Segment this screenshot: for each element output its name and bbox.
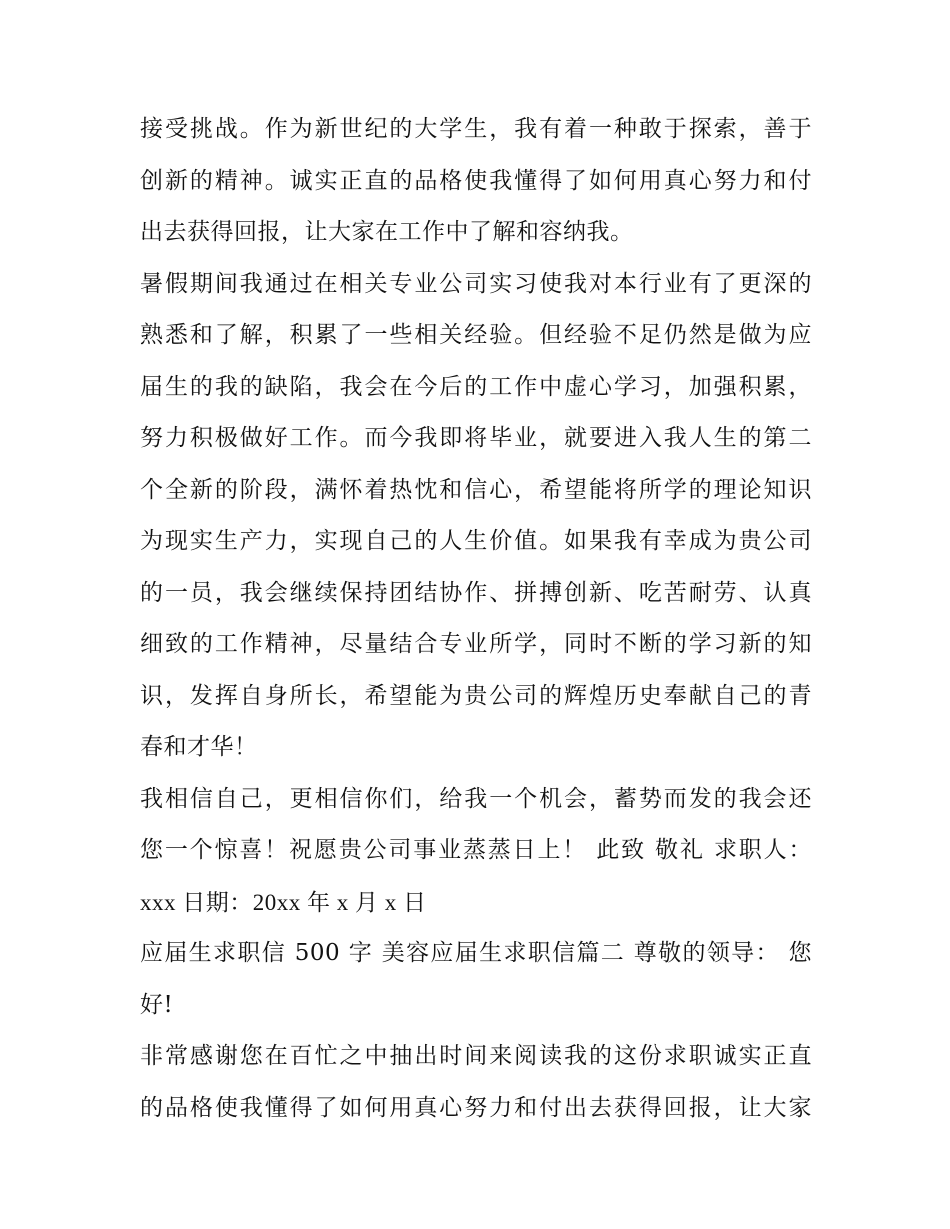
text-line-19: 非常感谢您在百忙之中抽出时间来阅读我的这份求职诚实正直 [140,1043,812,1069]
text-line-15: 您一个惊喜！祝愿贵公司事业蒸蒸日上！ 此致 敬礼 求职人： [140,837,812,863]
text-line-3: 出去获得回报，让大家在工作中了解和容纳我。 [140,219,634,245]
text-line-10: 的一员，我会继续保持团结协作、拼搏创新、吃苦耐劳、认真 [140,579,812,606]
text-line-13: 春和才华！ [140,734,258,760]
body-text [140,104,812,1134]
text-line-5: 熟悉和了解，积累了一些相关经验。但经验不足仍然是做为应 [140,322,812,348]
text-line-4: 暑假期间我通过在相关专业公司实习使我对本行业有了更深的 [140,270,812,297]
text-line-20: 的品格使我懂得了如何用真心努力和付出去获得回报，让大家 [140,1094,812,1121]
text-line-8: 个全新的阶段，满怀着热忱和信心，希望能将所学的理论知识 [140,476,812,503]
text-line-16: xxx 日期：20xx 年 x 月 x 日 [140,889,427,915]
text-line-1: 接受挑战。作为新世纪的大学生，我有着一种敢于探索，善于 [140,116,812,142]
text-line-6: 届生的我的缺陷，我会在今后的工作中虚心学习，加强积累， [140,373,812,400]
text-line-17: 应届生求职信 500 字 美容应届生求职信篇二 尊敬的领导： 您 [140,940,812,966]
text-line-2: 创新的精神。诚实正直的品格使我懂得了如何用真心努力和付 [140,167,812,194]
text-line-14: 我相信自己，更相信你们，给我一个机会，蓄势而发的我会还 [140,785,812,812]
text-line-9: 为现实生产力，实现自己的人生价值。如果我有幸成为贵公司 [140,528,812,554]
text-line-11: 细致的工作精神，尽量结合专业所学，同时不断的学习新的知 [140,631,812,657]
text-line-18: 好! [140,991,174,1018]
text-line-7: 努力积极做好工作。而今我即将毕业，就要进入我人生的第二 [140,425,812,451]
text-line-12: 识，发挥自身所长，希望能为贵公司的辉煌历史奉献自己的青 [140,682,812,709]
